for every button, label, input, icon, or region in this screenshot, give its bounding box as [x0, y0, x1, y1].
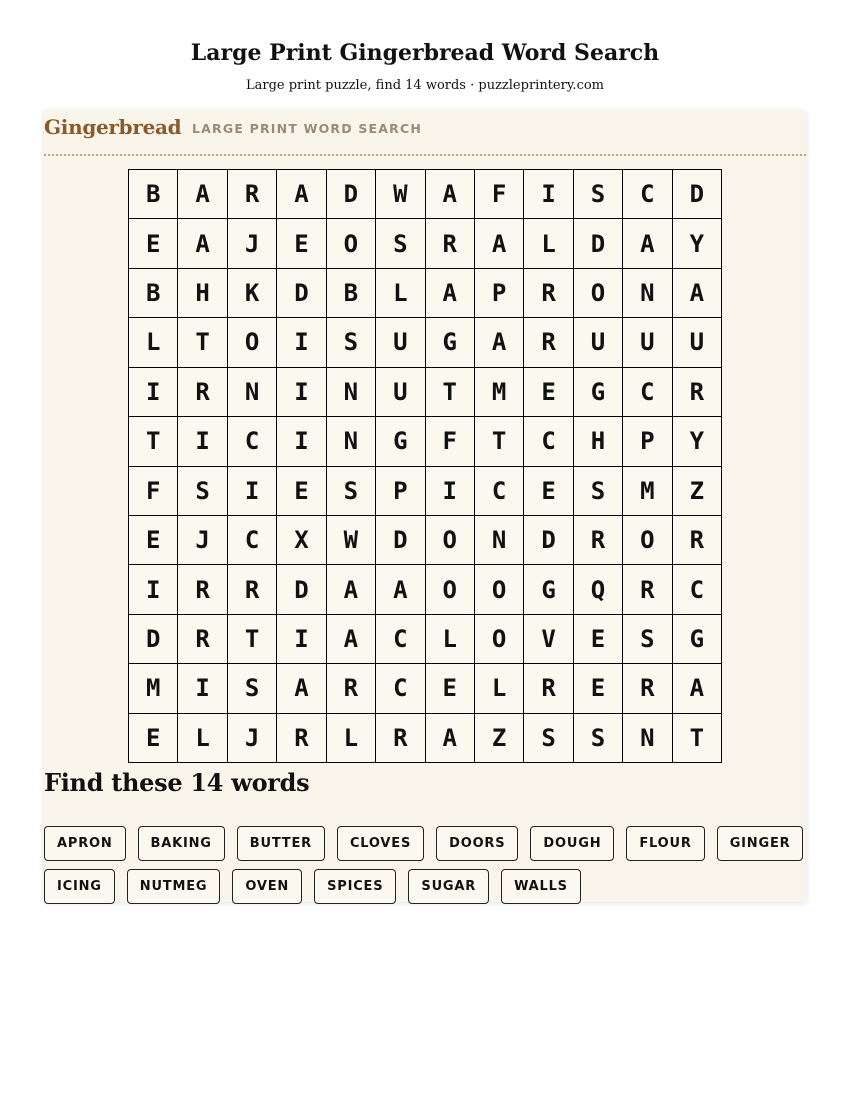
grid-cell[interactable]: Q	[574, 565, 623, 614]
grid-cell[interactable]: K	[228, 269, 277, 318]
grid-cell[interactable]: N	[475, 516, 524, 565]
grid-cell[interactable]: S	[327, 467, 376, 516]
grid-cell[interactable]: Y	[673, 219, 722, 268]
word-chip[interactable]: BUTTER	[237, 826, 325, 861]
grid-cell[interactable]: D	[277, 565, 326, 614]
grid-cell[interactable]: N	[623, 714, 672, 763]
word-chip[interactable]: BAKING	[138, 826, 225, 861]
grid-cell[interactable]: R	[524, 269, 573, 318]
grid-cell[interactable]: R	[228, 170, 277, 219]
word-chip[interactable]: WALLS	[501, 869, 581, 904]
grid-cell[interactable]: N	[623, 269, 672, 318]
grid-cell[interactable]: S	[327, 318, 376, 367]
grid-cell[interactable]: D	[574, 219, 623, 268]
grid-cell[interactable]: O	[475, 565, 524, 614]
grid-cell[interactable]: R	[376, 714, 425, 763]
grid-cell[interactable]: N	[327, 368, 376, 417]
grid-cell[interactable]: F	[475, 170, 524, 219]
grid-cell[interactable]: E	[426, 664, 475, 713]
word-chip[interactable]: CLOVES	[337, 826, 424, 861]
word-chip[interactable]: APRON	[44, 826, 126, 861]
grid-cell[interactable]: D	[129, 615, 178, 664]
grid-cell[interactable]: C	[673, 565, 722, 614]
grid-cell[interactable]: H	[574, 417, 623, 466]
grid-cell[interactable]: L	[178, 714, 227, 763]
grid-cell[interactable]: R	[327, 664, 376, 713]
grid-cell[interactable]: D	[277, 269, 326, 318]
grid-cell[interactable]: L	[524, 219, 573, 268]
grid-cell[interactable]: C	[228, 516, 277, 565]
page-subtitle: Large print puzzle, find 14 words · puzzleprintery.com	[245, 78, 605, 93]
brand-tagline: LARGE PRINT WORD SEARCH	[192, 121, 423, 136]
grid-cell[interactable]: R	[524, 318, 573, 367]
grid-cell[interactable]: A	[178, 170, 227, 219]
grid-cell[interactable]: W	[327, 516, 376, 565]
grid-cell[interactable]: N	[327, 417, 376, 466]
grid-cell[interactable]: O	[623, 516, 672, 565]
grid-cell[interactable]: T	[129, 417, 178, 466]
card-header	[44, 110, 806, 156]
grid-cell[interactable]: I	[129, 368, 178, 417]
grid-cell[interactable]: T	[228, 615, 277, 664]
grid-cell[interactable]: U	[376, 368, 425, 417]
grid-cell[interactable]: A	[426, 170, 475, 219]
grid-cell[interactable]: O	[228, 318, 277, 367]
grid-cell[interactable]: I	[277, 417, 326, 466]
grid-cell[interactable]: R	[426, 219, 475, 268]
grid-cell[interactable]: M	[623, 467, 672, 516]
grid-cell[interactable]: R	[623, 664, 672, 713]
grid-cell[interactable]: S	[178, 467, 227, 516]
grid-cell[interactable]: R	[178, 368, 227, 417]
letter-grid	[128, 169, 722, 763]
grid-cell[interactable]: R	[178, 615, 227, 664]
grid-cell[interactable]: L	[426, 615, 475, 664]
grid-cell[interactable]: S	[623, 615, 672, 664]
grid-cell[interactable]: R	[277, 714, 326, 763]
words-heading: Find these 14 words	[44, 768, 310, 797]
grid-cell[interactable]: A	[426, 714, 475, 763]
grid-cell[interactable]: E	[129, 714, 178, 763]
grid-cell[interactable]: G	[376, 417, 425, 466]
grid-cell[interactable]: R	[673, 516, 722, 565]
grid-cell[interactable]: P	[475, 269, 524, 318]
grid-cell[interactable]: F	[129, 467, 178, 516]
grid-cell[interactable]: I	[129, 565, 178, 614]
grid-cell[interactable]: G	[524, 565, 573, 614]
grid-cell[interactable]: A	[277, 664, 326, 713]
grid-cell[interactable]: U	[574, 318, 623, 367]
grid-cell[interactable]: A	[475, 318, 524, 367]
grid-cell[interactable]: U	[623, 318, 672, 367]
grid-cell[interactable]: C	[228, 417, 277, 466]
word-chip[interactable]: ICING	[44, 869, 115, 904]
grid-cell[interactable]: A	[277, 170, 326, 219]
word-chip[interactable]: SPICES	[314, 869, 396, 904]
grid-cell[interactable]: A	[475, 219, 524, 268]
word-chip[interactable]: OVEN	[232, 869, 302, 904]
grid-cell[interactable]: R	[673, 368, 722, 417]
grid-cell[interactable]: M	[475, 368, 524, 417]
grid-cell[interactable]: I	[277, 615, 326, 664]
grid-cell[interactable]: O	[327, 219, 376, 268]
grid-cell[interactable]: G	[426, 318, 475, 367]
grid-cell[interactable]: I	[277, 368, 326, 417]
grid-cell[interactable]: P	[623, 417, 672, 466]
grid-cell[interactable]: W	[376, 170, 425, 219]
grid-cell[interactable]: J	[228, 714, 277, 763]
grid-cell[interactable]: D	[376, 516, 425, 565]
grid-cell[interactable]: L	[376, 269, 425, 318]
grid-cell[interactable]: S	[376, 219, 425, 268]
grid-cell[interactable]: D	[673, 170, 722, 219]
grid-cell[interactable]: E	[524, 368, 573, 417]
grid-cell[interactable]: I	[426, 467, 475, 516]
grid-cell[interactable]: O	[475, 615, 524, 664]
grid-cell[interactable]: S	[524, 714, 573, 763]
grid-cell[interactable]: V	[524, 615, 573, 664]
grid-cell[interactable]: S	[574, 714, 623, 763]
grid-cell[interactable]: A	[673, 664, 722, 713]
word-chip[interactable]: DOORS	[436, 826, 518, 861]
grid-cell[interactable]: O	[574, 269, 623, 318]
grid-cell[interactable]: G	[673, 615, 722, 664]
puzzle-card	[44, 110, 806, 902]
grid-cell[interactable]: C	[376, 615, 425, 664]
grid-cell[interactable]: C	[623, 368, 672, 417]
grid-cell[interactable]: B	[327, 269, 376, 318]
word-list	[44, 826, 806, 904]
grid-cell[interactable]: U	[376, 318, 425, 367]
grid-cell[interactable]: J	[178, 516, 227, 565]
grid-cell[interactable]: T	[178, 318, 227, 367]
grid-cell[interactable]: R	[228, 565, 277, 614]
grid-cell[interactable]: H	[178, 269, 227, 318]
grid-cell[interactable]: D	[327, 170, 376, 219]
grid-cell[interactable]: A	[426, 269, 475, 318]
grid-cell[interactable]: L	[129, 318, 178, 367]
grid-cell[interactable]: N	[228, 368, 277, 417]
grid-cell[interactable]: A	[673, 269, 722, 318]
grid-cell[interactable]: L	[327, 714, 376, 763]
grid-cell[interactable]: I	[277, 318, 326, 367]
grid-cell[interactable]: J	[228, 219, 277, 268]
grid-cell[interactable]: I	[178, 664, 227, 713]
word-chip[interactable]: DOUGH	[530, 826, 614, 861]
grid-cell[interactable]: B	[129, 170, 178, 219]
grid-cell[interactable]: G	[574, 368, 623, 417]
grid-cell[interactable]: U	[673, 318, 722, 367]
grid-cell[interactable]: A	[327, 615, 376, 664]
grid-cell[interactable]: I	[524, 170, 573, 219]
grid-cell[interactable]: T	[475, 417, 524, 466]
grid-cell[interactable]: A	[327, 565, 376, 614]
grid-cell[interactable]: C	[524, 417, 573, 466]
grid-cell[interactable]: R	[623, 565, 672, 614]
word-chip[interactable]: GINGER	[717, 826, 804, 861]
grid-cell[interactable]: X	[277, 516, 326, 565]
grid-cell[interactable]: M	[129, 664, 178, 713]
grid-cell[interactable]: S	[574, 170, 623, 219]
grid-cell[interactable]: C	[376, 664, 425, 713]
grid-cell[interactable]: O	[426, 565, 475, 614]
grid-cell[interactable]: R	[524, 664, 573, 713]
word-chip[interactable]: SUGAR	[408, 869, 489, 904]
grid-cell[interactable]: B	[129, 269, 178, 318]
grid-cell[interactable]: E	[277, 219, 326, 268]
grid-cell[interactable]: R	[178, 565, 227, 614]
grid-cell[interactable]: D	[524, 516, 573, 565]
grid-cell[interactable]: O	[426, 516, 475, 565]
grid-cell[interactable]: Z	[673, 467, 722, 516]
page-title: Large Print Gingerbread Word Search	[190, 40, 660, 66]
grid-cell[interactable]: E	[129, 219, 178, 268]
grid-cell[interactable]: Z	[475, 714, 524, 763]
grid-cell[interactable]: R	[574, 516, 623, 565]
grid-cell[interactable]: T	[426, 368, 475, 417]
grid-cell[interactable]: S	[574, 467, 623, 516]
grid-cell[interactable]: P	[376, 467, 425, 516]
grid-cell[interactable]: E	[524, 467, 573, 516]
grid-cell[interactable]: T	[673, 714, 722, 763]
grid-cell[interactable]: E	[129, 516, 178, 565]
word-chip[interactable]: FLOUR	[626, 826, 704, 861]
word-chip[interactable]: NUTMEG	[127, 869, 221, 904]
grid-cell[interactable]: E	[574, 615, 623, 664]
grid-cell[interactable]: A	[623, 219, 672, 268]
grid-cell[interactable]: Y	[673, 417, 722, 466]
brand-title: Gingerbread	[44, 115, 182, 139]
grid-cell[interactable]: E	[574, 664, 623, 713]
grid-cell[interactable]: S	[228, 664, 277, 713]
grid-cell[interactable]: A	[178, 219, 227, 268]
grid-cell[interactable]: E	[277, 467, 326, 516]
grid-cell[interactable]: A	[376, 565, 425, 614]
grid-cell[interactable]: I	[178, 417, 227, 466]
grid-cell[interactable]: C	[623, 170, 672, 219]
grid-cell[interactable]: I	[228, 467, 277, 516]
grid-cell[interactable]: C	[475, 467, 524, 516]
grid-cell[interactable]: L	[475, 664, 524, 713]
grid-cell[interactable]: F	[426, 417, 475, 466]
